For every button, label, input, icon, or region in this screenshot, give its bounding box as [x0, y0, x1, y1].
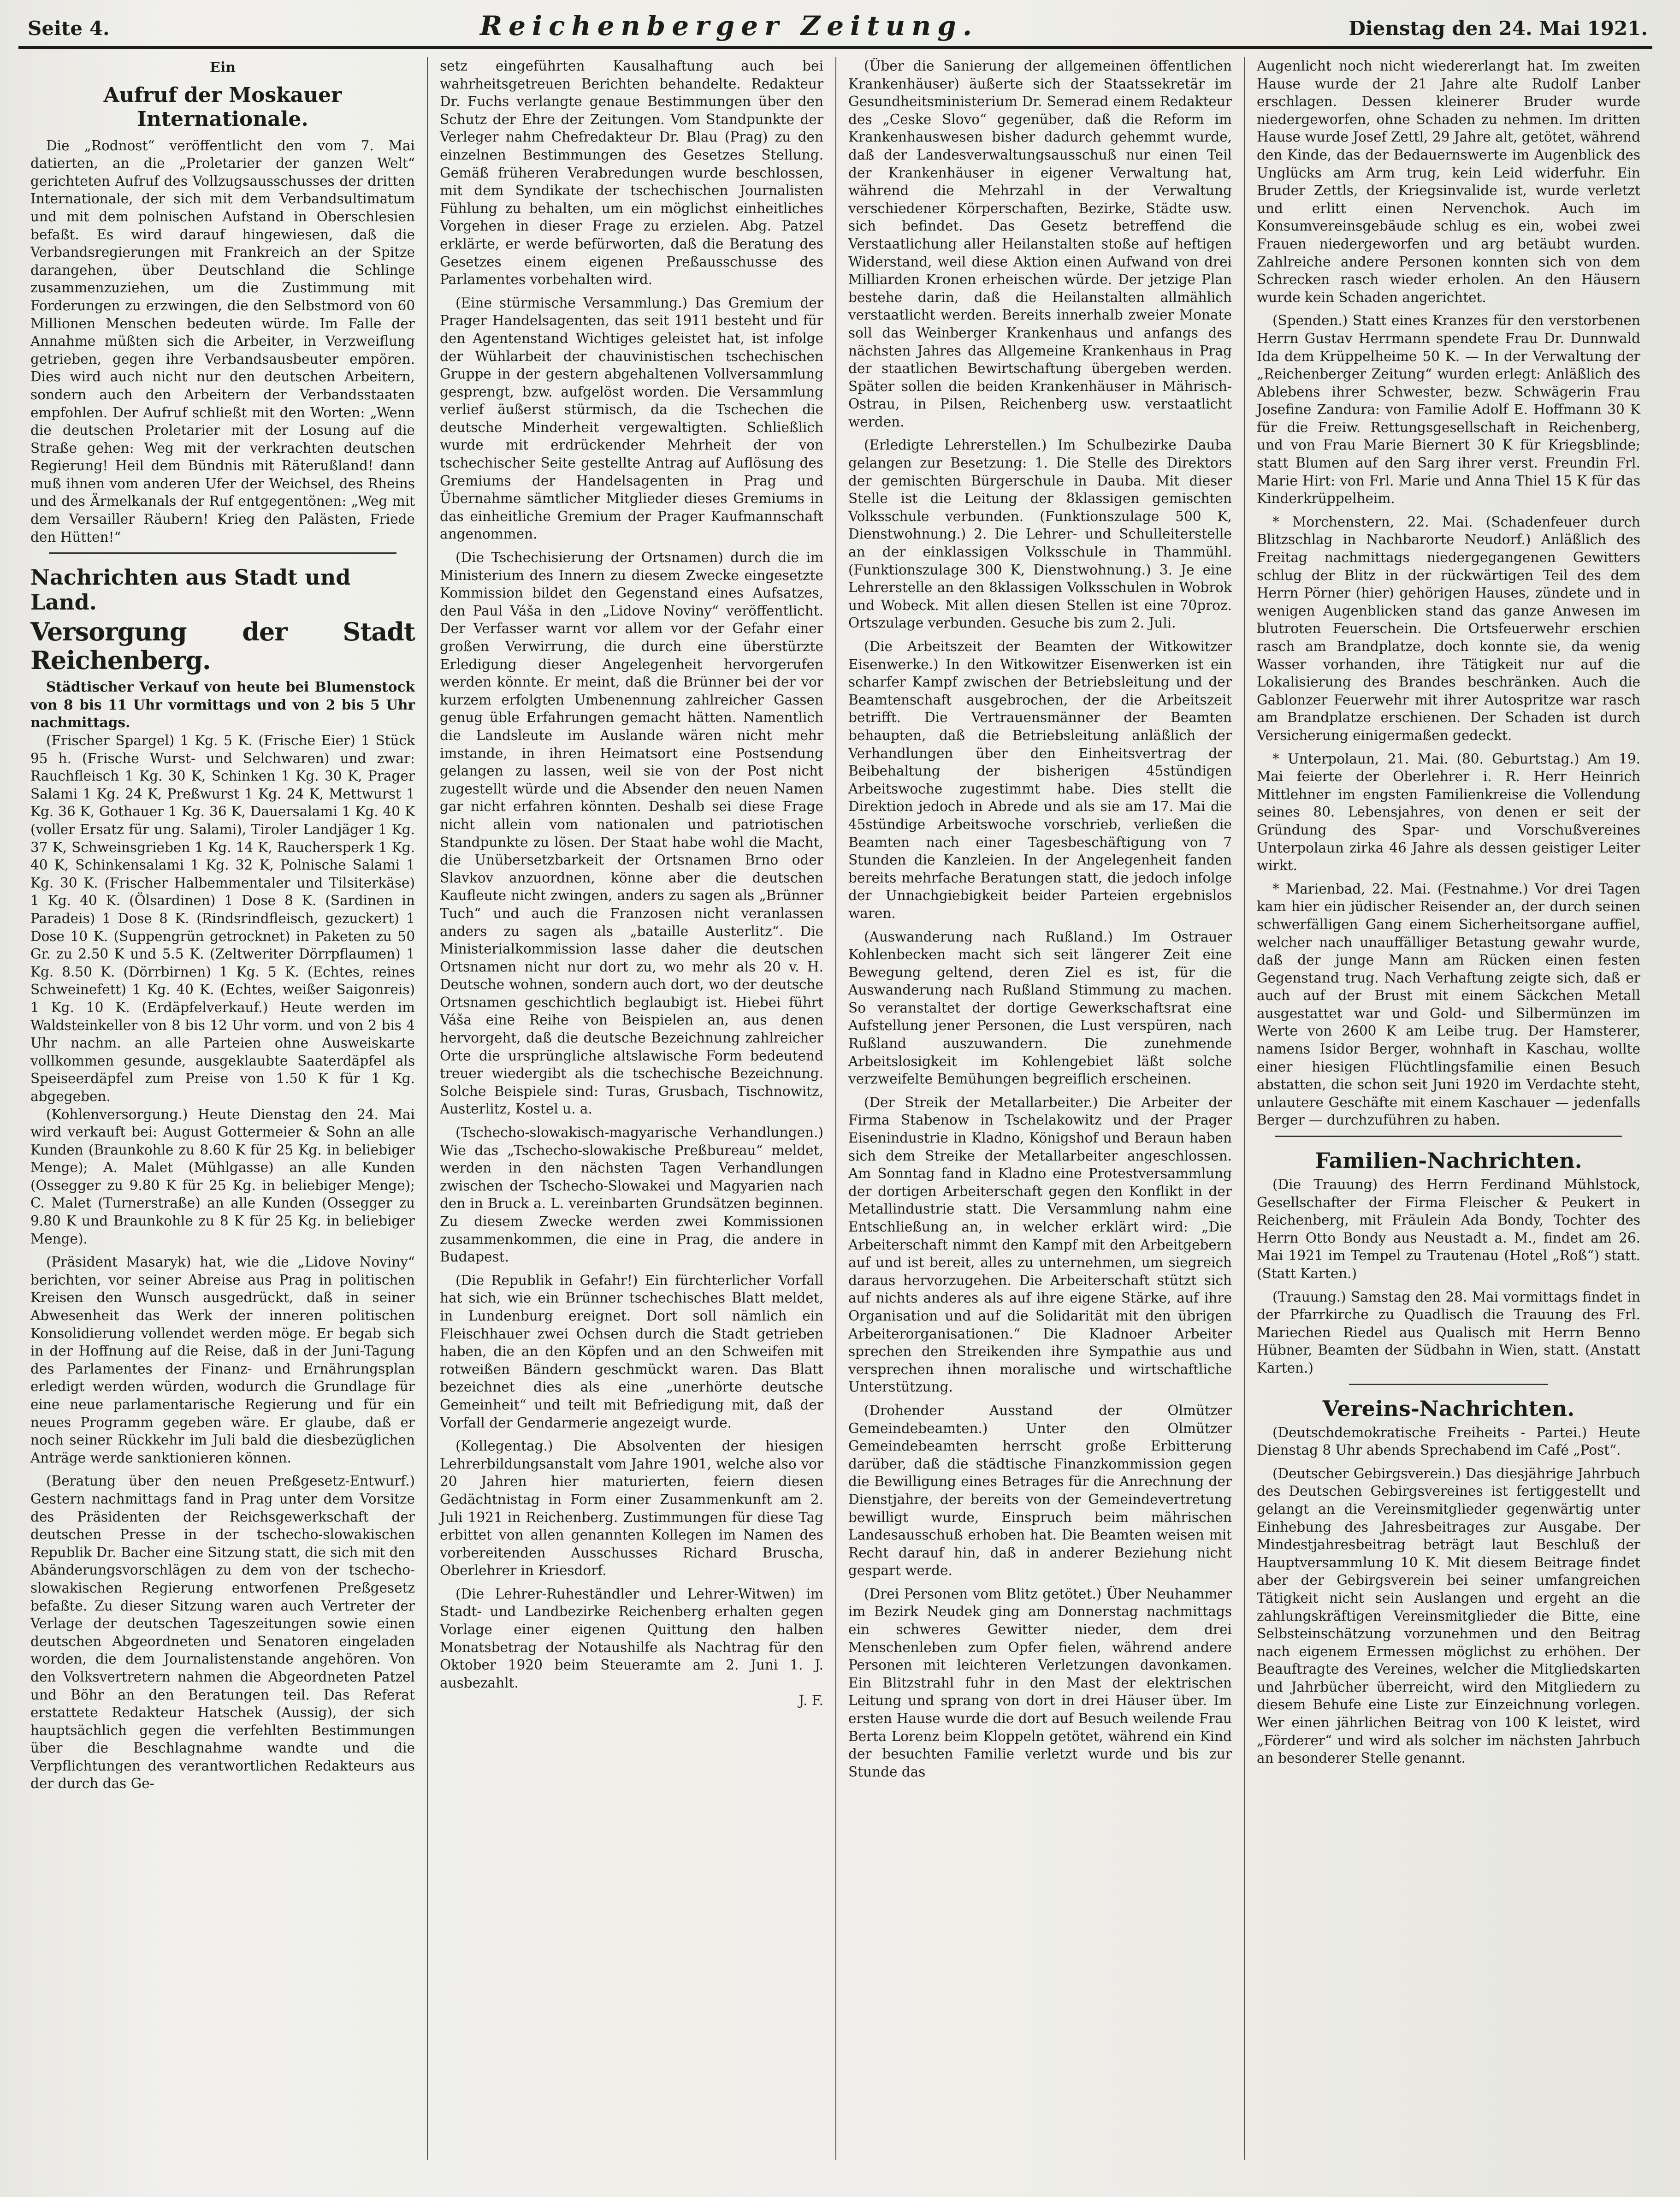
article-kicker: Ein: [209, 59, 236, 76]
article-text: (Beratung über den neuen Preßgesetz-Entwurf.) Gestern nachmittags fand in Prag unter dem Vorsitze des Präsidenten der Reichsgewerkschaft der deutschen Presse in der tschecho-slowakischen Republik Dr. Bacher eine Sitzung statt, die sich mit den Abänderungsvorschlägen zu dem von der tschecho-slowakischen Regierung entworfenen Preßgesetz befaßte. Zu dieser Sitzung waren auch Vertreter der Verlage der deutschen Tageszeitungen sowie einen deutschen Abgeordneten und Senatoren eingeladen worden, die dem Journalistenstande angehören. Von den Volksvertretern nahmen die Abgeordneten Patzel und Böhr an den Beratungen teil. Das Referat erstattete Redakteur Hatschek (Aussig), der sich hauptsächlich gegen die verfehlten Bestimmungen über die Beschlagnahme wandte und die Verpflichtungen des verantwortlichen Redakteurs aus der durch das Ge-: [30, 1473, 415, 1792]
article-title: Aufruf der Moskauer Internationale.: [103, 83, 342, 131]
divider: [49, 552, 396, 554]
text-columns: [18, 57, 1652, 2160]
market-text: (Frischer Spargel) 1 Kg. 5 K. (Frische Eier) 1 Stück 95 h. (Frische Wurst- und Selchwaren) und zwar: Rauchfleisch 1 Kg. 30 K, Schinken 1 Kg. 30 K, Prager Salami 1 Kg. 24 K, Preßwurst 1 Kg. 24 K, Mettwurst 1 Kg. 36 K, Gothauer 1 Kg. 36 K, Dauersalami 1 Kg. 40 K (voller Ersatz für ung. Salami), Tiroler Landjäger 1 Kg. 37 K, Schweinsgrieben 1 Kg. 14 K, Rauchersperk 1 Kg. 40 K, Schinkensalami 1 Kg. 32 K, Polnische Salami 1 Kg. 30 K. (Frischer Halbemmentaler und Tilsiterkäse) 1 Kg. 40 K. (Ölsardinen) 1 Dose 8 K. (Sardinen in Paradeis) 1 Dose 8 K. (Rindsrindfleisch, gezuckert) 1 Dose 10 K. (Suppengrün getrocknet) in Paketen zu 50 Gr. zu 2.50 K und 5.5 K. (Zeltweriter Dörrpflaumen) 1 Kg. 8.50 K. (Dörrbirnen) 1 Kg. 5 K. (Echtes, reines Schweinefett) 1 Kg. 40 K. (Echtes, weißer Saigonreis) 1 Kg. 10 K. (Erdäpfelverkauf.) Heute werden im Waldsteinkeller von 8 bis 12 Uhr vorm. und von 2 bis 4 Uhr nachm. an alle Parteien ohne Ausweiskarte vollkommen gesunde, ausgeklaubte Saaterdäpfel als Speiseerdäpfel zum Preise von 1.50 K für 1 Kg. abgegeben.: [30, 733, 415, 1104]
article-text: * Marienbad, 22. Mai. (Festnahme.) Vor drei Tagen kam hier ein jüdischer Reisender an, der durch seinen schwerfälligen Gang einem Sicherheitsorgane auffiel, welcher nach unauffälliger Betastung gewahr wurde, daß der junge Mann am Rücken einen festen Gegenstand trug. Nach Verhaftung zeigte sich, daß er auch auf der Brust mit einem Säckchen Metall ausgestattet war und Gold- und Silbermünzen im Werte von 2600 K am Leibe trug. Der Hamsterer, namens Isidor Berger, wohnhaft in Kaschau, wollte einer hiesigen Flüchtlingsfamilie einen Besuch abstatten, die schon seit Juni 1920 im Verdachte steht, unlautere Geschäfte mit einem Kaschauer — jedenfalls Berger — durchzuführen zu haben.: [1257, 881, 1640, 1128]
article-press-law: [30, 1472, 415, 1793]
article-witkowitz: [848, 638, 1232, 923]
coal-text: (Kohlenversorgung.) Heute Dienstag den 24. Mai wird verkauft bei: August Gottermeier & Sohn an alle Kunden (Braunkohle zu 8.60 K für 25 Kg. in beliebiger Menge); A. Malet (Mühlgasse) an alle Kunden (Ossegger zu 9.80 K für 25 Kg. in beliebiger Menge); C. Malet (Turnerstraße) an alle Kunden (Ossegger zu 9.80 K und Braunkohle zu 8 K für 25 Kg. in beliebiger Menge).: [30, 1106, 415, 1247]
article-text: Die „Rodnost“ veröffentlicht den vom 7. Mai datierten, an die „Proletarier der ganzen Welt“ gerichteten Aufruf des Vollzugsausschusses der dritten Internationale, der sich mit dem Verbandsultimatum und mit dem polnischen Aufstand in Oberschlesien befaßt. Es wird darauf hingewiesen, daß die Verbandsregierungen mit Frankreich an der Spitze darangehen, über Deutschland die Schlinge zusammenzuziehen, um die Zustimmung mit Forderungen zu erzwingen, die den Selbstmord von 60 Millionen Menschen bedeuten würde. Im Falle der Annahme müßten sich die Arbeiter, in Verzweiflung getrieben, gegen ihre Verbandsausbeuter empören. Dies wird auch nicht nur den deutschen Arbeitern, sondern auch den Arbeitern der Verbandsstaaten empfohlen. Der Aufruf schließt mit den Worten: „Wenn die deutschen Proletarier mit der Losung auf die Straße gehen: Weg mit der verkrachten deutschen Regierung! Heil dem Bündnis mit Räterußland! dann muß ihnen vom anderen Ufer der Weichsel, des Rheins und des Ärmelkanals der Ruf entgegentönen: „Weg mit dem Versailler Räubern! Krieg den Palästen, Friede den Hütten!“: [30, 137, 415, 545]
article-emigration: [848, 928, 1232, 1088]
article-text: (Eine stürmische Versammlung.) Das Gremium der Prager Handelsagenten, das seit 1911 besteht und für den Agentenstand Wichtiges geleistet hat, ist infolge der Wühlarbeit der chauvinistischen tschechischen Gruppe in der gestern abgehaltenen Vollversammlung gesprengt, bzw. aufgelöst worden. Die Versammlung verlief äußerst stürmisch, da die Tschechen die deutsche Minderheit vergewaltigten. Schließlich wurde mit erdrückender Mehrheit der von tschechischer Seite gestellte Antrag auf Auflösung des Gremiums der Handelsagenten in Prag und Übernahme sämtlicher Mitglieder dieses Gremiums in das einheitliche Gremium der Prager Kaufmannschaft angenommen.: [440, 295, 823, 542]
article-wedding-1: [1257, 1176, 1640, 1283]
article-text: Augenlicht noch nicht wiedererlangt hat. Im zweiten Hause wurde der 21 Jahre alte Rudolf Lanber erschlagen. Dessen kleinerer Bruder wurde niedergeworfen, ohne Schaden zu nehmen. Im dritten Hause wurde Josef Zettl, 29 Jahre alt, getötet, während den Kinde, das der Bedauernswerte im Augenblick des Unglücks am Arm trug, kein Leid widerfuhr. Ein Bruder Zettls, der Kriegsinvalide ist, wurde verletzt und erlitt einen Nervenchok. Auch im Konsumvereinsgebäude schlug es ein, wobei zwei Frauen niedergeworfen und arg betäubt wurden. Zahlreiche andere Personen konnten sich von dem Schrecken rasch wieder erholen. An den Häusern wurde kein Schaden angerichtet.: [1257, 58, 1640, 305]
article-text: * Morchenstern, 22. Mai. (Schadenfeuer durch Blitzschlag in Nachbarorte Neudorf.) Anläßlich des Freitag nachmittags niedergegangenen Gewitters schlug der Blitz in der rückwärtigen Teil des dem Herrn Pörner (hier) gehörigen Hauses, zündete und in wenigen Augenblicken stand das ganze Anwesen im blutroten Feuerschein. Die Ortsfeuerwehr erschien rasch am Brandplatze, doch konnte sie, da wenig Wasser vorhanden, ihre Tätigkeit nur auf die Lokalisierung des Brandes beschränken. Auch die Gablonzer Feuerwehr mit ihrer Autospritze war rasch am Brandplatze erschienen. Der Schaden ist durch Versicherung einigermaßen gedeckt.: [1257, 514, 1640, 743]
article-donations: [1257, 312, 1640, 508]
column-3: [835, 57, 1244, 2160]
article-text: (Drohender Ausstand der Olmützer Gemeindebeamten.) Unter den Olmützer Gemeindebeamten herrscht große Erbitterung darüber, daß die städtische Finanzkommission gegen die Bewilligung eines Betrages für die Anrechnung der Dienstjahre, der bereits von der Gemeindevertretung bewilligt wurde, Einspruch beim mährischen Landesausschuß erhoben hat. Die Beamten weisen mit Recht darauf hin, daß in anderer Beziehung nicht gespart werde.: [848, 1402, 1232, 1579]
market-heading: Städtischer Verkauf von heute bei Blumenstock von 8 bis 11 Uhr vormittags und von 2 bis 5 Uhr nachmittags.: [30, 679, 415, 731]
article-mountain-club: [1257, 1465, 1640, 1767]
article-olmuetz: [848, 1402, 1232, 1580]
article-masaryk: [30, 1253, 415, 1467]
article-text: (Die Lehrer-Ruheständler und Lehrer-Witwen) im Stadt- und Landbezirke Reichenberg erhalten gegen Vorlage einer eigenen Quittung den halben Monatsbetrag der Notaushilfe als Nachtrag für den Oktober 1920 beim Steueramte am 2. Juni 1. J. ausbezahlt.: [440, 1586, 823, 1691]
section-title-family-news: Familien-Nachrichten.: [1315, 1148, 1582, 1173]
article-place-names: [440, 549, 823, 1118]
section-title-local-news: Nachrichten aus Stadt und Land.: [30, 565, 351, 615]
article-text: (Erledigte Lehrerstellen.) Im Schulbezirke Dauba gelangen zur Besetzung: 1. Die Stelle des Direktors der gemischten Bürgerschule in Dauba. Mit dieser Stelle ist die Leitung der 8klassigen gemischten Volksschule verbunden. (Funktionszulage 500 K, Dienstwohnung.) 2. Die Lehrer- und Schulleiterstelle an der einklassigen Volksschule in Thammühl. (Funktionszulage 300 K, Dienstwohnung.) 3. Je eine Lehrerstelle an den 8klassigen Volksschulen in Wobrok und Wobeck. Mit allen diesen Stellen ist eine 70proz. Ortszulage verbunden. Gesuche bis zum 2. Juli.: [848, 437, 1232, 631]
article-negotiations: [440, 1124, 823, 1266]
article-republic-in-danger: [440, 1272, 823, 1432]
article-text: (Die Arbeitszeit der Beamten der Witkowitzer Eisenwerke.) In den Witkowitzer Eisenwerken ist ein scharfer Kampf zwischen der Betriebsleitung und der Beamtenschaft ausgebrochen, der die Arbeitszeit betrifft. Die Vertrauensmänner der Beamten behaupten, daß die Betriebsleitung anläßlich der Verhandlungen über den Einheitsvertrag der Beibehaltung der bisherigen 45stündigen Arbeitswoche zugestimmt habe. Dies stellt die Direktion jedoch in Abrede und als sie am 17. Mai die 45stündige Arbeitswoche vorschrieb, verließen die Beamten nach einer Tagesbeschäftigung von 7 Stunden die Kanzleien. In der Angelegenheit fanden bereits mehrfache Beratungen statt, die jedoch infolge der Unnachgiebigkeit beider Parteien ergebnislos waren.: [848, 639, 1232, 921]
article-text: (Kollegentag.) Die Absolventen der hiesigen Lehrerbildungsanstalt vom Jahre 1901, welche also vor 20 Jahren hier maturierten, feiern diesen Gedächtnistag in Form einer Zusammenkunft am 2. Juli 1921 in Reichenberg. Zustimmungen für diese Tag erbittet von allen genannten Kollegen im Namen des vorbereitenden Ausschusses Richard Bruscha, Oberlehrer in Kriesdorf.: [440, 1438, 823, 1579]
article-text: (Die Trauung) des Herrn Ferdinand Mühlstock, Gesellschafter der Firma Fleischer & Peukert in Reichenberg, mit Fräulein Ada Bondy, Tochter des Herrn Otto Bondy aus Neustadt a. M., findet am 26. Mai 1921 im Tempel zu Trautenau (Hotel „Roß“) statt. (Statt Karten.): [1257, 1177, 1640, 1281]
article-text: (Präsident Masaryk) hat, wie die „Lidove Noviny“ berichten, vor seiner Abreise aus Prag in politischen Kreisen den Wunsch ausgedrückt, daß in seiner Abwesenheit das Werk der inneren politischen Konsolidierung vollendet werden möge. Er begab sich in der Hoffnung auf die Reise, daß in der Juni-Tagung des Parlamentes der Finanz- und Ernährungsplan erledigt werden würden, wodurch die Grundlage für eine neue parlamentarische Regierung und für ein neues Programm gegeben wäre. Er glaube, daß er noch seiner Rückkehr im Juli bald die diesbezüglichen Anträge werde sanktionieren können.: [30, 1254, 415, 1466]
article-signature: J. F.: [799, 1693, 823, 1709]
article-colleagues-day: [440, 1437, 823, 1580]
article-text: (Auswanderung nach Rußland.) Im Ostrauer Kohlenbecken macht sich seit längerer Zeit eine Bewegung geltend, deren Ziel es ist, für die Auswanderung nach Rußland Stimmung zu machen. So veranstaltet der dortige Gewerkschaftsrat eine Aufstellung jener Personen, die Lust verspüren, nach Rußland auszuwandern. Die zunehmende Arbeitslosigkeit im Kohlengebiet läßt solche verzweifelte Bemühungen begreiflich erscheinen.: [848, 929, 1232, 1087]
article-metal-strike: [848, 1094, 1232, 1396]
article-hospitals: [848, 57, 1232, 431]
article-party: [1257, 1424, 1640, 1459]
article-lightning-continued: [1257, 57, 1640, 306]
article-moscow-international: [30, 59, 415, 546]
article-text: (Drei Personen vom Blitz getötet.) Über Neuhammer im Bezirk Neudek ging am Donnerstag nachmittags ein schweres Gewitter nieder, dem drei Menschenleben zum Opfer fielen, während andere Personen mit leichteren Verletzungen davonkamen. Ein Blitzstrahl fuhr in den Mast der elektrischen Leitung und sprang von dort in drei Häuser über. Im ersten Hause wurde die dort auf Besuch weilende Frau Berta Lorenz beim Kloppeln getötet, während ein Kind der besuchten Familie verletzt wurde und bis zur Stunde das: [848, 1586, 1232, 1780]
article-text: (Über die Sanierung der allgemeinen öffentlichen Krankenhäuser) äußerte sich der Staatssekretär im Gesundheitsministerium Dr. Semerad einem Redakteur des „Ceske Slovo“ gegenüber, daß die Reform im Krankenhauswesen bisher dadurch gehemmt wurde, daß der Landesverwaltungsausschuß nur einen Teil der Krankenhäuser in eigener Verwaltung hat, während die Mehrzahl in der Verwaltung verschiedener Körperschaften, Bezirke, Städte usw. sich befindet. Das Gesetz betreffend die Verstaatlichung aller Heilanstalten stoße auf heftigen Widerstand, weil diese Aktion einen Aufwand von drei Milliarden Kronen erheischen würde. Der jetzige Plan bestehe darin, daß die Heilanstalten allmählich verstaatlicht werden. Bereits innerhalb zweier Monate soll das Weinberger Krankenhaus und anfangs des nächsten Jahres das Allgemeine Krankenhaus in Prag der staatlichen Bewirtschaftung übergeben werden. Später sollen die beiden Krankenhäuser in Mährisch-Ostrau, in Pilsen, Reichenberg usw. verstaatlicht werden.: [848, 58, 1232, 430]
article-unterpolaun: [1257, 750, 1640, 875]
article-marienbad: [1257, 880, 1640, 1129]
article-text: (Deutscher Gebirgsverein.) Das diesjährige Jahrbuch des Deutschen Gebirgsvereines ist fertiggestellt und gelangt an die Vereinsmitglieder gegenwärtig unter Einhebung des Jahresbeitrages zur Ausgabe. Der Mindestjahresbeitrag beträgt laut Beschluß der Hauptversammlung 10 K. Mit diesem Beitrage findet aber der Gebirgsverein bei seiner umfangreichen Tätigkeit nicht sein Auslangen und ergeht an die zahlungskräftigen Vereinsmitglieder die Bitte, eine Selbsteinschätzung vorzunehmen und den Beitrag nach eigenem Ermessen möglichst zu erhöhen. Der Beauftragte des Vereines, welcher die Mitgliedskarten und Jahrbücher überreicht, wird den Mitgliedern zu diesem Behufe eine Liste zur Einzeichnung vorlegen. Wer einen jährlichen Beitrag von 100 K leistet, wird „Förderer“ und wird als solcher im nächsten Jahrbuch an besonderer Stelle genannt.: [1257, 1465, 1640, 1766]
column-4: [1244, 57, 1652, 2160]
article-wedding-2: [1257, 1288, 1640, 1377]
page-header: [18, 10, 1652, 49]
article-text: (Die Tschechisierung der Ortsnamen) durch die im Ministerium des Innern zu diesem Zwecke eingesetzte Kommission bildet den Gegenstand eines Aufsatzes, den Paul Váša in den „Lidove Noviny“ veröffentlicht. Der Verfasser warnt vor allem vor der Gefahr einer großen Verwirrung, die durch eine überstürzte Erledigung dieser Angelegenheit hervorgerufen werden könnte. Er meint, daß die Brünner bei der vor kurzem erfolgten Umbenennung zahlreicher Gassen genug üble Erfahrungen gemacht hätten. Namentlich die Landsleute im Auslande wären nicht mehr imstande, in ihren Heimatsort eine Postsendung gelangen zu lassen, weil sie von der Post nicht zugestellt würde und die Absender den neuen Namen gar nicht erfahren könnten. Deshalb sei diese Frage nicht allein vom nationalen und patriotischen Standpunkte zu lösen. Der Staat habe wohl die Macht, die Unübersetzbarkeit der Ortsnamen Brno oder Slavkov anzuordnen, könne aber die deutschen Kaufleute nicht zwingen, anders zu sagen als „Brünner Tuch“ und auch die Franzosen nicht veranlassen anders zu sagen als „bataille Austerlitz“. Die Ministerialkommission lasse daher die deutschen Ortsnamen nicht nur dort zu, wo mehr als 20 v. H. Deutsche wohnen, sondern auch dort, wo der deutsche Ortsnamen geschichtlich beglaubigt ist. Hiebei führt Váša eine Reihe von Beispielen an, aus denen hervorgeht, daß die deutsche Bezeichnung zahlreicher Orte die ursprüngliche altslawische Form bedeutend treuer wiedergibt als die tschechische Bezeichnung. Solche Beispiele sind: Turas, Grusbach, Tischnowitz, Austerlitz, Kostel u. a.: [440, 550, 823, 1117]
article-teacher-widows: [440, 1585, 823, 1710]
article-text: * Unterpolaun, 21. Mai. (80. Geburtstag.) Am 19. Mai feierte der Oberlehrer i. R. Herr Heinrich Mittlehner im engsten Familienkreise die Vollendung seines 80. Lebensjahres, von denen er seit der Gründung des Spar- und Vorschußvereines Unterpolaun zirka 46 Jahre als dessen geistiger Leiter wirkt.: [1257, 751, 1640, 874]
article-market: [30, 678, 415, 1248]
article-text: (Tschecho-slowakisch-magyarische Verhandlungen.) Wie das „Tschecho-slowakische Preßbureau“ meldet, werden in den nächsten Tagen Verhandlungen zwischen der Tschecho-Slowakei und Magyarien nach den in Bruck a. L. vereinbarten Grundsätzen beginnen. Zu diesem Zwecke werden zwei Kommissionen zusammenkommen, die eine in Prag, die andere in Budapest.: [440, 1125, 823, 1265]
article-text: (Die Republik in Gefahr!) Ein fürchterlicher Vorfall hat sich, wie ein Brünner tschechisches Blatt meldet, in Lundenburg ereignet. Dort soll nämlich ein Fleischhauer zwei Ochsen durch die Stadt getrieben haben, die an den Köpfen und an den Schweifen mit rotweißen Bändern geschmückt waren. Das Blatt bezeichnet dies als eine „unerhörte deutsche Gemeinheit“ und teilt mit Befriedigung mit, daß der Vorfall der Gendarmerie angezeigt wurde.: [440, 1272, 823, 1431]
column-1: [18, 57, 427, 2160]
article-stormy-meeting: [440, 294, 823, 543]
page-number: Seite 4.: [28, 17, 110, 40]
article-text: (Deutschdemokratische Freiheits - Partei.) Heute Dienstag 8 Uhr abends Sprechabend im Café „Post“.: [1257, 1424, 1640, 1458]
article-text: (Spenden.) Statt eines Kranzes für den verstorbenen Herrn Gustav Herrmann spendete Frau Dr. Dunnwald Ida dem Krüppelheime 50 K. — In der Verwaltung der „Reichenberger Zeitung“ wurden erlegt: Anläßlich des Ablebens ihrer Schwester, bezw. Schwägerin Frau Josefine Zandura: von Familie Adolf E. Hoffmann 30 K für die Freiw. Rettungsgesellschaft in Reichenberg, und von Frau Marie Biernert 30 K für Kriegsblinde; statt Blumen auf den Sarg ihrer verst. Freundin Frl. Marie Hirt: von Frl. Marie und Anna Thiel 15 K für das Kinderkrüppelheim.: [1257, 313, 1640, 507]
divider: [1275, 1136, 1622, 1137]
article-lightning: [848, 1585, 1232, 1781]
divider: [1349, 1384, 1548, 1385]
article-morchenstern: [1257, 513, 1640, 745]
subsection-title-supply: Versorgung der Stadt Reichenberg.: [30, 617, 415, 675]
article-text: (Trauung.) Samstag den 28. Mai vormittags findet in der Pfarrkirche zu Quadlisch die Trauung des Frl. Mariechen Riedel aus Qualisch mit Herrn Benno Hübner, Beamten der Südbahn in Wien, statt. (Anstatt Karten.): [1257, 1289, 1640, 1376]
article-press-law-continued: [440, 57, 823, 289]
column-2: [427, 57, 835, 2160]
section-title-association-news: Vereins-Nachrichten.: [1322, 1396, 1575, 1421]
article-teacher-posts: [848, 436, 1232, 632]
newspaper-name: Reichenberger Zeitung.: [479, 10, 979, 41]
issue-date: Dienstag den 24. Mai 1921.: [1349, 17, 1648, 40]
article-text: (Der Streik der Metallarbeiter.) Die Arbeiter der Firma Stabenow in Tschelakowitz und der Prager Eisenindustrie in Kladno, Königshof und Beraun haben sich dem Streike der Metallarbeiter angeschlossen. Am Sonntag fand in Kladno eine Protestversammlung der dortigen Arbeiterschaft gegen den Konflikt in der Metallindustrie statt. Die Versammlung nahm eine Entschließung an, in welcher erklärt wird: „Die Arbeiterschaft nimmt den Kampf mit den Arbeitgebern auf und ist bereit, alles zu unternehmen, um siegreich daraus hervorzugehen. Die Arbeiterschaft stützt sich auf nichts anderes als auf ihre eigene Stärke, auf ihre Organisation und auf die Solidarität mit den übrigen Arbeiterorganisationen.“ Die Kladnoer Arbeiter sprechen den Streikenden ihre Sympathie aus und versprechen ihnen moralische und wirtschaftliche Unterstützung.: [848, 1094, 1232, 1395]
article-text: setz eingeführten Kausalhaftung auch bei wahrheitsgetreuen Berichten behandelte. Redakteur Dr. Fuchs verlangte genaue Bestimmungen über den Schutz der Ehre der Zeitungen. Vom Standpunkte der Verleger nahm Chefredakteur Dr. Blau (Prag) zu den einzelnen Bestimmungen des Gesetzes Stellung. Gemäß früheren Verabredungen wurde beschlossen, mit dem Syndikate der tschechischen Journalisten Fühlung zu behalten, um ein möglichst einheitliches Vorgehen in dieser Frage zu erzielen. Abg. Patzel erklärte, er werde befürworten, daß die Beratung des Gesetzes einem eigenen Preßausschusse des Parlamentes vorbehalten wird.: [440, 58, 823, 288]
